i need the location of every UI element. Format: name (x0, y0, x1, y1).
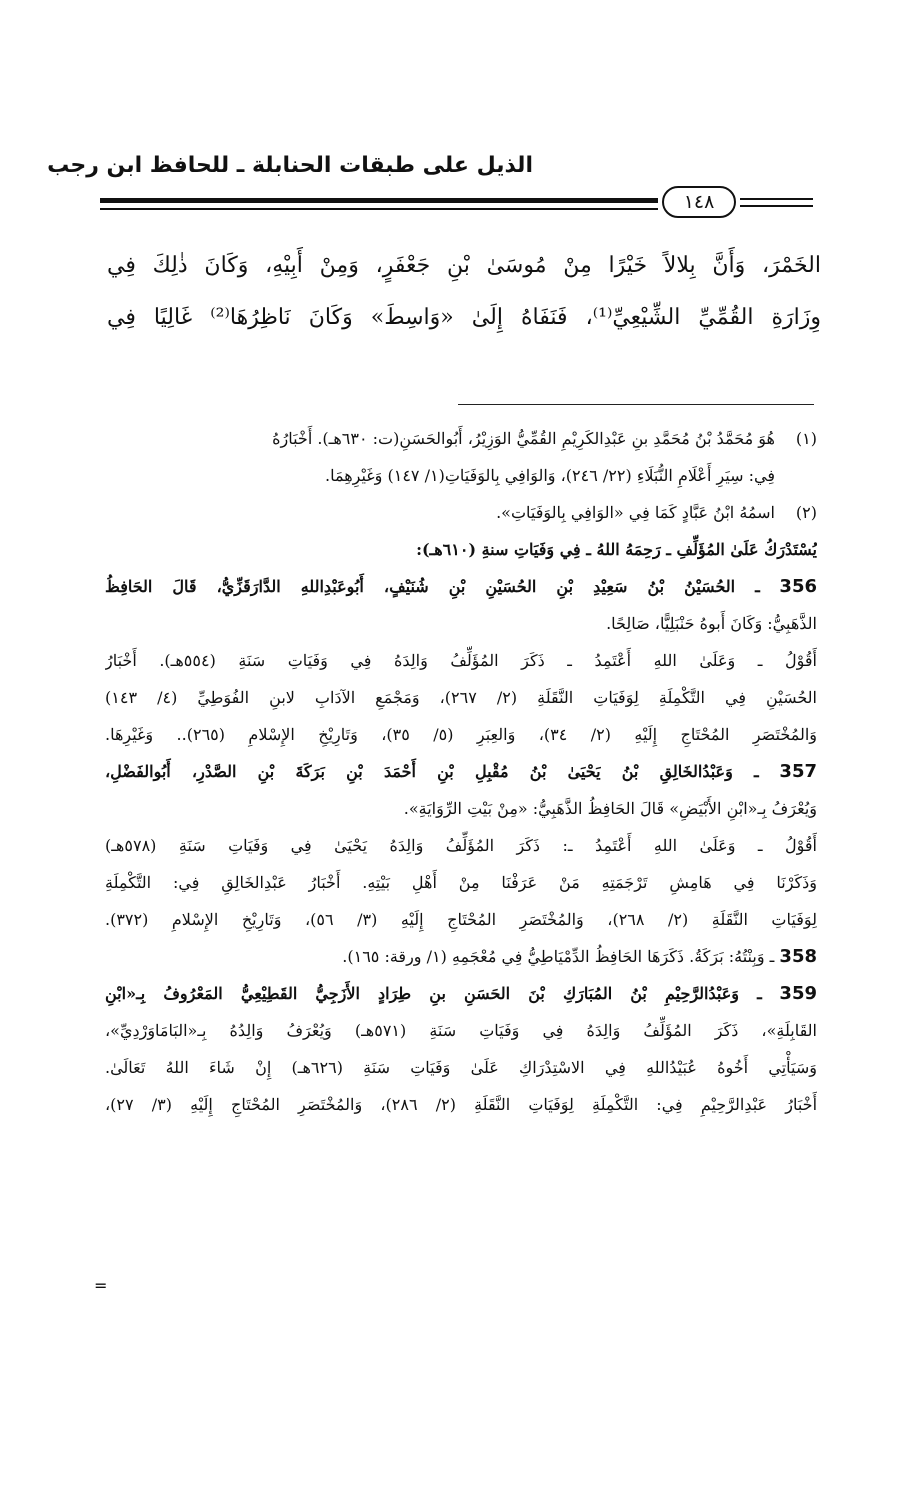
footnote-line: فِي: سِيَرِ أَعْلَامِ النُّبَلَاءِ (٢٢/ ٢٤٦)، وَالوَافِي بِالوَفَيَاتِ(١/ ١٤٧) وَغَيْرِهِمَا. (324, 466, 775, 485)
entry-356 (105, 568, 817, 642)
entry-text: ـ وَعَبْدُالخَالِقِ بْنُ يَحْيَىٰ بْنُ مُقْبِلِ بْنِ أَحْمَدَ بْنِ بَرَكَةَ بْنِ الصَّدْرِ، أَبُوالفَضْلِ، (105, 762, 759, 781)
footnote-body (105, 494, 775, 531)
header-rule-short-top (740, 198, 813, 200)
footnote (105, 494, 817, 531)
entry-note (105, 827, 817, 938)
header-rule-short-bottom (740, 205, 813, 207)
entry-line: القَابِلَةِ»، ذَكَرَ المُؤَلِّفُ وَالِدَهُ فِي وَفَيَاتِ سَنَةِ (٥٧١هـ) وَيُعْرَفُ وَالِدُهُ بِـ«البَامَاوَرْدِيِّ»، (105, 1021, 817, 1040)
entry-line: وَيُعْرَفُ بِـ«ابْنِ الأَبْيَضِ» قَالَ الحَافِظُ الذَّهَبِيُّ: «مِنْ بَيْتِ الرِّوَايَةِ». (403, 799, 817, 818)
footnote (105, 420, 817, 494)
entry-line: وَذَكَرْنَا فِي هَامِشِ تَرْجَمَتِهِ مَنْ عَرَفْنَا مِنْ أَهْلِ بَيْتِهِ. أَخْبَارُ عَبْدِالخَالِقِ فِي: التَّكْمِلَةِ (105, 873, 817, 892)
entry-line: وَالمُخْتَصَرِ المُحْتَاجِ إِلَيْهِ (٢/ ٣٤)، وَالعِبَرِ (٥/ ٣٥)، وَتَارِيْخِ الإِسْلامِ (٢٦٥).. وَغَيْرِهَا. (105, 725, 817, 744)
continuation-mark: = (94, 1276, 108, 1295)
footnote-body (105, 420, 775, 494)
entry-line (105, 753, 817, 790)
page-number-badge: ١٤٨ (662, 186, 736, 218)
footnote-number: (١) (795, 429, 817, 448)
entry-358 (105, 938, 817, 975)
section-heading: يُسْتَدْرَكُ عَلَىٰ المُؤَلِّفِ ـ رَحِمَهُ اللهُ ـ فِي وَفَيَاتِ سنةِ (٦١٠هـ): (416, 540, 817, 559)
header-rule-thick (100, 198, 658, 203)
main-text-line: الخَمْرَ، وَأَنَّ بِلالاً خَيْرًا مِنْ مُوسَىٰ بْنِ جَعْفَرٍ، وَمِنْ أَبِيْهِ، وَكَانَ ذٰلِكَ فِي (107, 253, 821, 278)
entry-line: الحُسَيْنِ فِي التَّكْمِلَةِ لِوَفَيَاتِ النَّقَلَةِ (٢/ ٢٦٧)، وَمَجْمَعِ الآدَابِ لابنِ الفُوَطِيِّ (٤/ ١٤٣) (105, 688, 817, 707)
entry-line: أَخْبَارُ عَبْدِالرَّحِيْمِ فِي: التَّكْمِلَةِ لِوَفَيَاتِ النَّقَلَةِ (٢/ ٢٨٦)، وَالمُخْتَصَرِ المُحْتَاجِ إِلَيْهِ (٣/ ٢٧)، (105, 1095, 817, 1114)
main-body-text (107, 240, 821, 344)
entry-number: 358 (779, 946, 817, 967)
entry-note (105, 642, 817, 753)
footnote-number: (٢) (795, 503, 817, 522)
entry-line: الذَّهَبِيُّ: وَكَانَ أَبوهُ حَنْبَلِيًّا، صَالِحًا. (606, 614, 817, 633)
entry-number: 357 (779, 761, 817, 782)
entry-number: 359 (779, 983, 817, 1004)
entry-357 (105, 753, 817, 827)
header-rule-thin (100, 208, 658, 210)
entry-359 (105, 975, 817, 1123)
entry-line: أَقُوْلُ ـ وَعَلَىٰ اللهِ أَعْتَمِدُ ـ: ذَكَرَ المُؤَلِّفُ وَالِدَهُ يَحْيَىٰ فِي وَفَيَاتِ سَنَةِ (٥٧٨هـ) (105, 836, 817, 855)
running-header-title: الذيل على طبقات الحنابلة ـ للحافظ ابن رجب (47, 153, 533, 178)
footnote-separator (458, 404, 814, 405)
entry-number: 356 (779, 576, 817, 597)
main-text-line: وِزَارَةِ القُمِّيِّ الشِّيْعِيِّ⁽¹⁾، فَنَفَاهُ إِلَىٰ «وَاسِطَ» وَكَانَ نَاظِرُهَا⁽²⁾ غَالِيًا فِي (107, 305, 821, 330)
entry-line (105, 568, 817, 605)
entry-text: ـ الحُسَيْنُ بْنُ سَعِيْدِ بْنِ الحُسَيْنِ بْنِ شُنَيْفٍ، أَبُوعَبْدِاللهِ الدَّارَقَزِّيُّ، قَالَ الحَافِظُ (105, 577, 760, 596)
entry-text: ـ وَبِنْتُهُ: بَرَكَةُ. ذَكَرَهَا الحَافِظُ الدِّمْيَاطِيُّ فِي مُعْجَمِهِ (١/ ورقة: ١٦٥). (342, 947, 775, 966)
entry-line (105, 975, 817, 1012)
entry-line: وَسَيَأْتِي أَخُوهُ عُبَيْدُاللهِ فِي الاسْتِدْرَاكِ عَلَىٰ وَفَيَاتِ سَنَةِ (٦٢٦هـ) إِنْ شَاءَ اللهُ تَعَالَىٰ. (105, 1058, 817, 1077)
footnotes-and-entries (105, 420, 817, 1123)
entry-line: أَقُوْلُ ـ وَعَلَىٰ اللهِ أَعْتَمِدُ ـ ذَكَرَ المُؤَلِّفُ وَالِدَهُ فِي وَفَيَاتِ سَنَةِ (٥٥٤هـ). أَخْبَارُ (105, 651, 817, 670)
entry-text: ـ وَعَبْدُالرَّحِيْمِ بْنُ المُبَارَكِ بْنَ الحَسَنِ بنِ طِرَادٍ الأَزَجِيُّ القَطِيْعِيُّ المَعْرُوفُ بِـ«ابْنِ (105, 984, 762, 1003)
section-heading-block (105, 531, 817, 568)
footnote-line: اسمُهُ ابْنُ عَبَّادٍ كَمَا فِي «الوَافِي بِالوَفَيَاتِ». (496, 503, 775, 522)
entry-line: لِوَفَيَاتِ النَّقَلَةِ (٢/ ٢٦٨)، وَالمُخْتَصَرِ المُحْتَاجِ إِلَيْهِ (٣/ ٥٦)، وَتَارِيْخِ الإِسْلامِ (٣٧٢). (105, 910, 817, 929)
footnote-line: هُوَ مُحَمَّدُ بْنُ مُحَمَّدِ بنِ عَبْدِالكَرِيْمِ القُمِّيُّ الوَزِيْرُ، أَبُوالحَسَنِ(ت: ٦٣٠هـ). أَخْبَارُهُ (272, 429, 775, 448)
entry-line (105, 938, 817, 975)
